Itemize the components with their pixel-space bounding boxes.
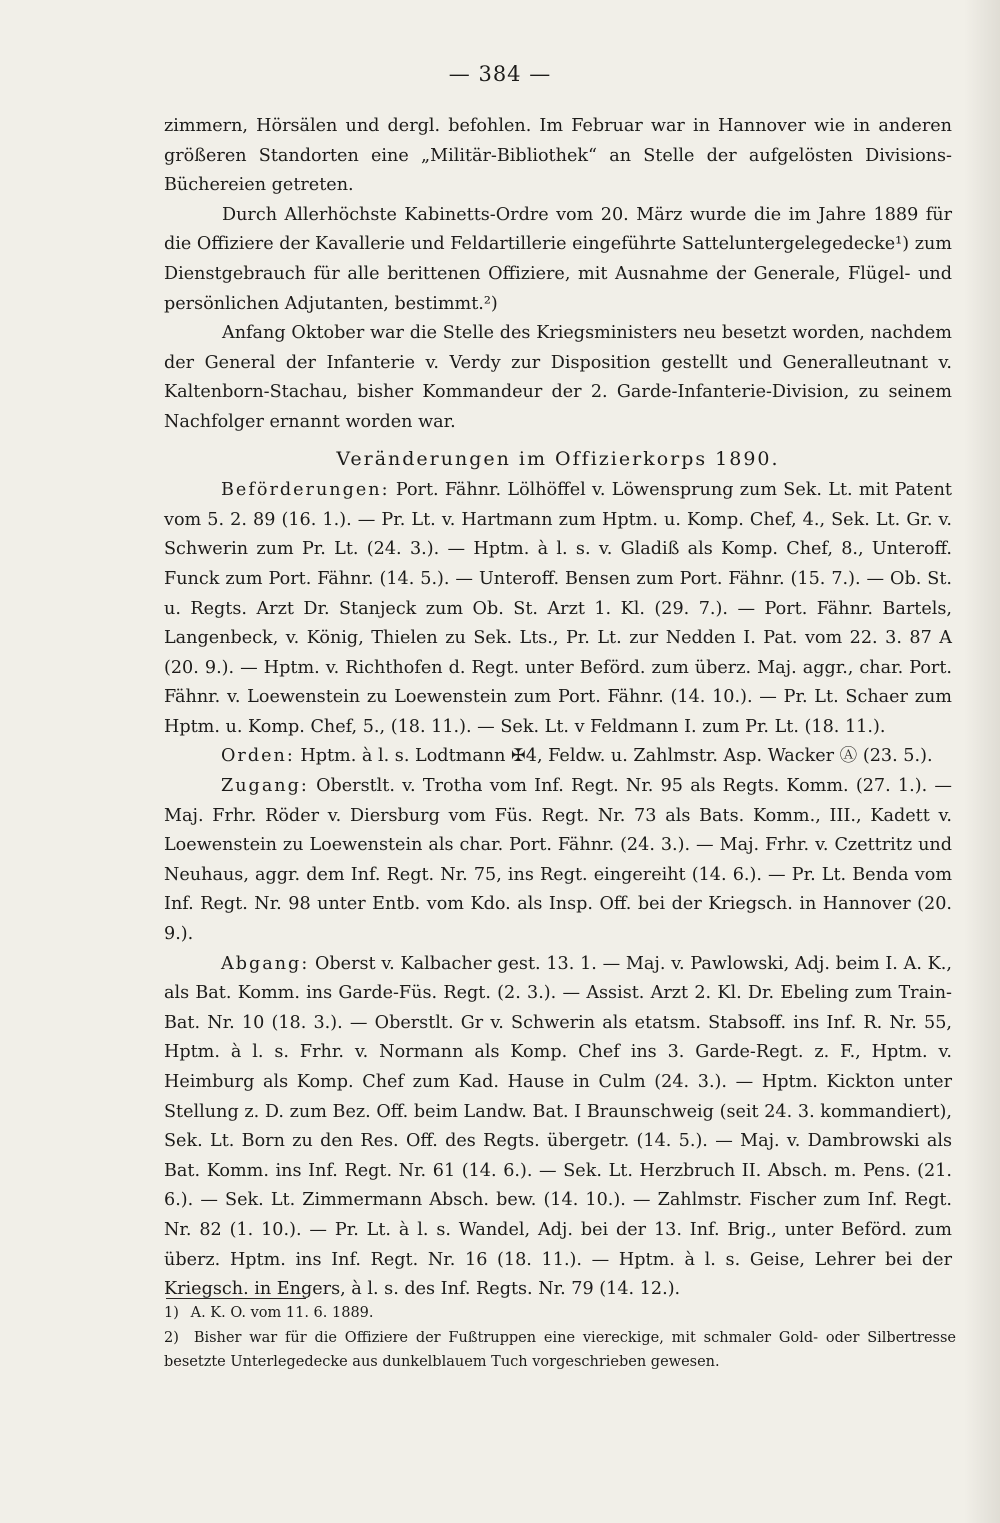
footnote-number: 2): [164, 1329, 179, 1346]
page-edge-shadow: [964, 0, 1000, 1523]
section-befoerderungen: [164, 476, 952, 742]
footnote-2: [164, 1326, 956, 1375]
section-text: Hptm. à l. s. Lodtmann ✠4, Feldw. u. Zahlmstr. Asp. Wacker Ⓐ (23. 5.).: [294, 746, 933, 767]
section-text: Oberstlt. v. Trotha vom Inf. Regt. Nr. 95 als Regts. Komm. (27. 1.). — Maj. Frhr. Röder v. Diersburg vom Füs. Regt. Nr. 73 als Bats. Komm., III., Kadett v. Loewenstein zu Loewenstein als char. Port. Fähnr. (24. 3.). — Maj. Frhr. v. Czettritz und Neuhaus, aggr. dem Inf. Regt. Nr. 75, ins Regt. eingereiht (14. 6.). — Pr. Lt. Benda vom Inf. Regt. Nr. 98 unter Entb. vom Kdo. als Insp. Off. bei der Kriegsch. in Hannover (20. 9.).: [164, 776, 952, 945]
footnote-text: A. K. O. vom 11. 6. 1889.: [190, 1305, 374, 1321]
section-label: Zugang:: [221, 776, 309, 797]
section-orden: [164, 742, 952, 772]
section-label: Abgang:: [221, 953, 310, 974]
paragraph-1: zimmern, Hörsälen und dergl. befohlen. Im Februar war in Hannover wie in anderen größeren Standorten eine „Militär-Bibliothek“ an Stelle der aufgelösten Divisions-Büchereien getreten.: [164, 116, 952, 196]
section-label: Beförderungen:: [221, 480, 390, 501]
section-abgang: [164, 950, 952, 1305]
page-number: — 384 —: [448, 62, 552, 86]
section-zugang: [164, 772, 952, 950]
main-text: [164, 112, 952, 1305]
section-heading: Veränderungen im Offizierkorps 1890.: [336, 447, 780, 470]
footnote-1: [164, 1298, 956, 1326]
paragraph-2: Durch Allerhöchste Kabinetts-Ordre vom 20. März wurde die im Jahre 1889 für die Offiziere der Kavallerie und Feldartillerie eingeführte Satteluntergelegedecke¹) zum Dienstgebrauch für alle berittenen Offiziere, mit Ausnahme der Generale, Flügel- und persönlichen Adjutanten, bestimmt.²): [164, 204, 952, 314]
footnote-number: 1): [164, 1305, 179, 1321]
paragraph-3: Anfang Oktober war die Stelle des Kriegsministers neu besetzt worden, nachdem der General der Infanterie v. Verdy zur Disposition gestellt und Generalleutnant v. Kaltenborn-Stachau, bisher Kommandeur der 2. Garde-Infanterie-Division, zu seinem Nachfolger ernannt worden war.: [164, 323, 952, 432]
section-text: Port. Fähnr. Lölhöffel v. Löwensprung zum Sek. Lt. mit Patent vom 5. 2. 89 (16. 1.). — Pr. Lt. v. Hartmann zum Hptm. u. Komp. Chef, 4., Sek. Lt. Gr. v. Schwerin zum Pr. Lt. (24. 3.). — Hptm. à l. s. v. Gladiß als Komp. Chef, 8., Unteroff. Funck zum Port. Fähnr. (14. 5.). — Unteroff. Bensen zum Port. Fähnr. (15. 7.). — Ob. St. u. Regts. Arzt Dr. Stanjeck zum Ob. St. Arzt 1. Kl. (29. 7.). — Port. Fähnr. Bartels, Langenbeck, v. König, Thielen zu Sek. Lts., Pr. Lt. zur Nedden I. Pat. vom 22. 3. 87 A (20. 9.). — Hptm. v. Richthofen d. Regt. unter Beförd. zum überz. Maj. aggr., char. Port. Fähnr. v. Loewenstein zu Loewenstein zum Port. Fähnr. (14. 10.). — Pr. Lt. Schaer zum Hptm. u. Komp. Chef, 5., (18. 11.). — Sek. Lt. v Feldmann I. zum Pr. Lt. (18. 11.).: [164, 480, 952, 737]
footnote-text: Bisher war für die Offiziere der Fußtruppen eine viereckige, mit schmaler Gold- oder Silbertresse besetzte Unterlegedecke aus dunkelblauem Tuch vorgeschrieben gewesen.: [164, 1329, 957, 1370]
section-label: Orden:: [221, 746, 295, 767]
section-text: Oberst v. Kalbacher gest. 13. 1. — Maj. v. Pawlowski, Adj. beim I. A. K., als Bat. Komm. ins Garde-Füs. Regt. (2. 3.). — Assist. Arzt 2. Kl. Dr. Ebeling zum Train-Bat. Nr. 10 (18. 3.). — Oberstlt. Gr v. Schwerin als etatsm. Stabsoff. ins Inf. R. Nr. 55, Hptm. à l. s. Frhr. v. Normann als Komp. Chef ins 3. Garde-Regt. z. F., Hptm. v. Heimburg als Komp. Chef zum Kad. Hause in Culm (24. 3.). — Hptm. Kickton unter Stellung z. D. zum Bez. Off. beim Landw. Bat. I Braunschweig (seit 24. 3. kommandiert), Sek. Lt. Born zu den Res. Off. des Regts. übergetr. (14. 5.). — Maj. v. Dambrowski als Bat. Komm. ins Inf. Regt. Nr. 61 (14. 6.). — Sek. Lt. Herzbruch II. Absch. m. Pens. (21. 6.). — Sek. Lt. Zimmermann Absch. bew. (14. 10.). — Zahlmstr. Fischer zum Inf. Regt. Nr. 82 (1. 10.). — Pr. Lt. à l. s. Wandel, Adj. bei der 13. Inf. Brig., unter Beförd. zum überz. Hptm. ins Inf. Regt. Nr. 16 (18. 11.). — Hptm. à l. s. Geise, Lehrer bei der Kriegsch. in Engers, à l. s. des Inf. Regts. Nr. 79 (14. 12.).: [164, 953, 952, 1300]
footnotes: [164, 1298, 956, 1375]
